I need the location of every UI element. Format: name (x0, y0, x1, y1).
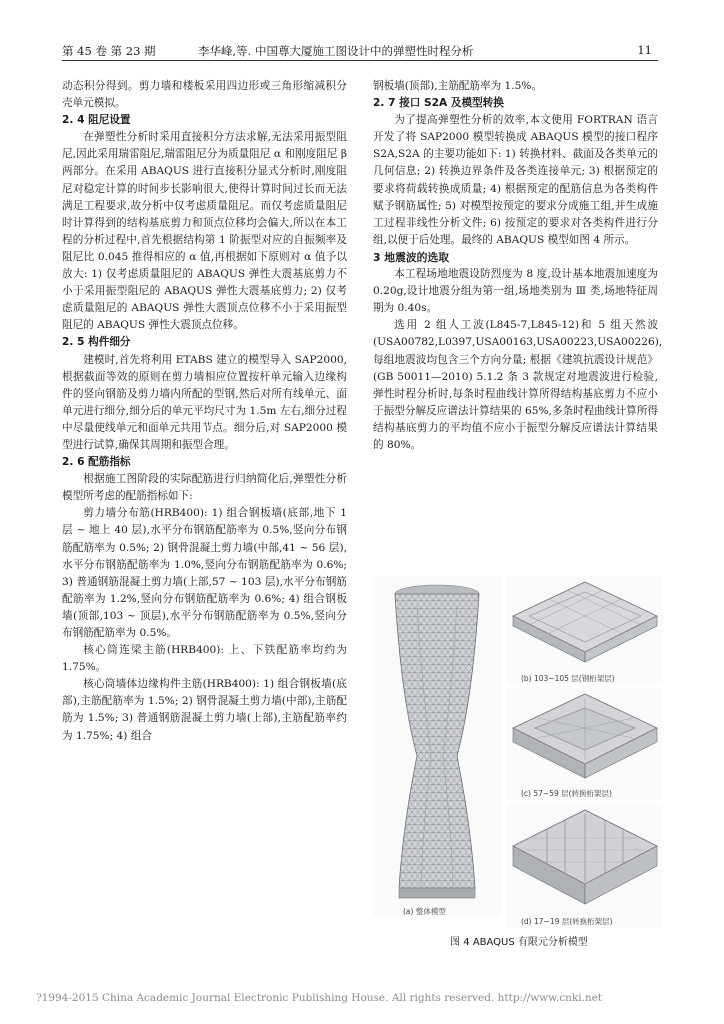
paragraph: 为了提高弹塑性分析的效率,本文使用 FORTRAN 语言开发了将 SAP2000 模型转换成 ABAQUS 模型的接口程序 S2A,S2A 的主要功能如下: 1) 转换材料、截面及各类单元的几何信息; 2) 转换边界条件及各类连接单元; 3) 根据预定的要求将荷载转换成质量; 4) 根据预定的配筋信息为各类构件赋予钢筋属性; 5) 对模型按预定的要求分成施工组,并生成施工过程非线性分析文件; 6) 按预定的要求对各类构件进行分组,以便于后处理。最终的 ABAQUS 模型如图 4 所示。 (373, 114, 658, 246)
truss-floor-image (507, 804, 663, 912)
paragraph: 动态积分得到。剪力墙和楼板采用四边形或三角形缩减积分壳单元模拟。 (62, 80, 347, 110)
truss-floor-image (507, 688, 663, 786)
panel-a-label: (a) 整体模型 (403, 907, 446, 916)
article-running-title: 李华峰,等. 中国尊大厦施工图设计中的弹塑性时程分析 (198, 44, 474, 58)
paragraph: 根据施工图阶段的实际配筋进行归纳简化后,弹塑性分析模型所考虑的配筋指标如下: (62, 473, 347, 503)
panel-c-truss-57-59 (507, 688, 663, 800)
panel-c-label: (c) 57~59 层(转换桁架层) (521, 789, 612, 798)
paragraph: 选用 2 组人工波(L845-7,L845-12)和 5 组天然波(USA00782,L0397,USA00163,USA00223,USA00226),每组地震波均包含三个方向分量; 根据《建筑抗震设计规范》(GB 50011—2010) 5.1.2 条 3 款规定对地震波进行检验,弹性时程分析时,每条时程曲线计算所得结构基底剪力不应小于振型分解反应谱法计算结果的 65%,多条时程曲线计算所得结构基底剪力的平均值不应小于振型分解反应谱法计算结果的 80%。 (373, 319, 663, 451)
panel-b-truss-103-105 (507, 576, 663, 684)
copyright-footer: ?1994-2015 China Academic Journal Electronic Publishing House. All rights reserved. http://www.cnki.net (36, 992, 603, 1004)
figure-4 (373, 576, 665, 936)
tower-model-image (373, 576, 501, 916)
section-heading-2-7: 2. 7 接口 S2A 及模型转换 (373, 97, 504, 110)
figure-caption: 图 4 ABAQUS 有限元分析模型 (450, 937, 588, 948)
running-header (62, 42, 658, 61)
right-column (373, 78, 663, 454)
paragraph: 本工程场地地震设防烈度为 8 度,设计基本地震加速度为 0.20g,设计地震分组为第一组,场地类别为 Ⅲ 类,场地特征周期为 0.40s。 (373, 268, 658, 315)
panel-d-truss-17-19 (507, 804, 663, 928)
section-heading-2-4: 2. 4 阻尼设置 (62, 114, 131, 127)
truss-floor-image (507, 576, 663, 672)
paragraph: 钢板墙(顶部),主筋配筋率为 1.5%。 (373, 80, 543, 92)
paragraph: 建模时,首先将利用 ETABS 建立的模型导入 SAP2000,根据截面等效的原则在剪力墙相应位置按杆单元输入边缘构件的竖向钢筋及剪力墙内所配的型钢,然后对所有线单元、面单元进行细分,细分后的单元平均尺寸为 1.5m 左右,细分过程中尽量使线单元和面单元共用节点。细分后,对 SAP2000 模型进行试算,确保其周期和振型合理。 (62, 353, 347, 451)
section-heading-3: 3 地震波的选取 (373, 250, 450, 264)
paragraph: 剪力墙分布筋(HRB400): 1) 组合钢板墙(底部,地下 1 层 ~ 地上 40 层),水平分布钢筋配筋率为 0.5%,竖向分布钢筋配筋率为 0.5%; 2) 钢骨混凝土剪力墙(中部,41 ~ 56 层),水平分布钢筋配筋率为 1.0%,竖向分布钢筋配筋率为 0.6%; 3) 普通钢筋混凝土剪力墙(上部,57 ~ 103 层),水平分布钢筋配筋率为 1.2%,竖向分布钢筋配筋率为 0.6%; 4) 组合钢板墙(顶部,103 ~ 顶层),水平分布钢筋配筋率为 0.5%,竖向分布钢筋配筋率为 0.5%。 (62, 507, 347, 639)
page-number: 11 (637, 43, 652, 57)
paragraph: 核心筒连梁主筋(HRB400): 上、下铁配筋率均约为 1.75%。 (62, 644, 347, 674)
panel-d-label: (d) 17~19 层(转换桁架层) (521, 917, 613, 926)
panel-b-label: (b) 103~105 层(钢桁架层) (521, 674, 615, 683)
section-heading-2-6: 2. 6 配筋指标 (62, 456, 131, 469)
paragraph: 核心筒墙体边缘构件主筋(HRB400): 1) 组合钢板墙(底部),主筋配筋率为 1.5%; 2) 钢骨混凝土剪力墙(中部),主筋配筋为 1.5%; 3) 普通钢筋混凝土剪力墙(上部),主筋配筋率约为 1.75%; 4) 组合 (62, 678, 347, 742)
panel-a-overall-model (373, 576, 501, 916)
section-heading-2-5: 2. 5 构件细分 (62, 336, 131, 349)
left-column (62, 78, 347, 745)
journal-volume: 第 45 卷 第 23 期 (62, 44, 156, 58)
paragraph: 在弹塑性分析时采用直接积分方法求解,无法采用振型阻尼,因此采用瑞雷阻尼,瑞雷阻尼分为质量阻尼 α 和刚度阻尼 β 两部分。在采用 ABAQUS 进行直接积分显式分析时,刚度阻尼对稳定计算的时间步长影响很大,使得计算时间过长而无法满足工程要求,故分析中仅考虑质量阻尼。而仅考虑质量阻尼时计算得到的结构基底剪力和顶点位移均会偏大,所以在本工程的分析过程中,首先根据结构第 1 阶振型对应的自振频率及阻尼比 0.045 推得相应的 α 值,再根据如下原则对 α 值予以放大: 1) 仅考虑质量阻尼的 ABAQUS 弹性大震基底剪力不小于采用振型阻尼的 ABAQUS 弹性大震基底剪力; 2) 仅考虑质量阻尼的 ABAQUS 弹性大震顶点位移不小于采用振型阻尼的 ABAQUS 弹性大震顶点位移。 (62, 131, 347, 332)
